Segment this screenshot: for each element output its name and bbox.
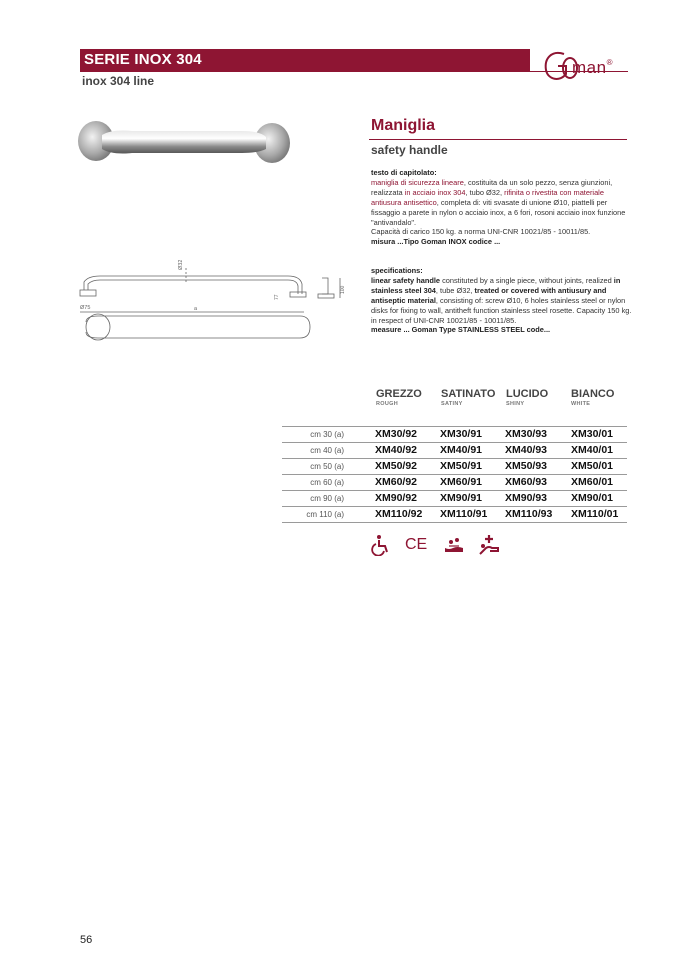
english-heading: specifications:	[371, 266, 423, 275]
table-cell: XM60/91	[440, 476, 483, 488]
italian-description	[371, 168, 633, 247]
product-photo	[72, 117, 294, 169]
italian-measure: misura ...Tipo Goman INOX codice ...	[371, 237, 501, 247]
table-cell: XM110/01	[571, 508, 619, 520]
table-cell: XM30/93	[505, 428, 548, 440]
dim-tube-label: Ø32	[178, 260, 184, 270]
table-cell: XM30/01	[571, 428, 614, 440]
italian-capacity: Capacità di carico 150 kg. a norma UNI-CNR 10021/85 - 10011/85.	[371, 227, 591, 237]
technical-drawing	[78, 260, 348, 342]
table-divider	[282, 426, 627, 427]
english-paragraph: linear safety handle constituted by a single piece, without joints, realized in stainless steel 304, tube Ø32, treated or covered with antiusury and antiseptic material, consisting of: screw Ø10, 6 holes stainless steel or nylon disks for fixing to wall, antitheft function stainless steel rosette. Capacity 150 kg. in respect of UNI-CNR 10021/85 - 10011/85.	[371, 275, 632, 325]
dim-rosette-label: Ø75	[80, 305, 91, 311]
table-cell: XM110/92	[375, 508, 423, 520]
registered-mark: ®	[606, 58, 613, 67]
table-divider	[282, 490, 627, 491]
medical-care-icon	[478, 534, 500, 556]
wheelchair-icon	[370, 534, 392, 556]
col-header-satinato: SATINATO SATINY	[441, 388, 496, 407]
col-header-lucido: LUCIDO SHINY	[506, 388, 549, 407]
col-header-bianco: BIANCO WHITE	[571, 388, 615, 407]
table-cell: XM110/91	[440, 508, 488, 520]
table-cell: XM90/91	[440, 492, 483, 504]
table-cell: XM30/92	[375, 428, 418, 440]
table-cell: XM50/91	[440, 460, 483, 472]
table-divider	[282, 458, 627, 459]
antibacterial-icon	[443, 534, 465, 556]
product-title: Maniglia	[371, 117, 436, 134]
table-cell: XM60/92	[375, 476, 418, 488]
table-cell: XM90/01	[571, 492, 614, 504]
table-divider	[282, 506, 627, 507]
table-cell: XM40/01	[571, 444, 614, 456]
dim-depth-label: 77	[274, 294, 280, 300]
table-cell: XM50/01	[571, 460, 614, 472]
row-label: cm 30 (a)	[310, 430, 344, 439]
dim-length-label: a	[194, 306, 198, 312]
row-label: cm 60 (a)	[310, 478, 344, 487]
table-cell: XM50/93	[505, 460, 548, 472]
english-measure: measure ... Goman Type STAINLESS STEEL code...	[371, 325, 551, 335]
row-label: cm 40 (a)	[310, 446, 344, 455]
table-divider	[282, 522, 627, 523]
table-cell: XM40/93	[505, 444, 548, 456]
series-title: SERIE INOX 304	[84, 51, 202, 68]
title-divider	[369, 139, 627, 140]
table-cell: XM110/93	[505, 508, 553, 520]
row-label: cm 90 (a)	[310, 494, 344, 503]
ce-mark-icon: CE	[405, 536, 428, 553]
table-cell: XM90/92	[375, 492, 418, 504]
table-cell: XM50/92	[375, 460, 418, 472]
italian-paragraph: maniglia di sicurezza lineare, costituita da un solo pezzo, senza giunzioni, realizzata in acciaio inox 304, tubo Ø32, rifinita o rivestita con materiale antiusura antisettico, completa di: viti svasate di unione Ø10, piattelli per fissaggio a parete in nylon o acciaio inox, a 6 fori, rosoni acciaio inox funzione "antivandalo".	[371, 177, 626, 227]
italian-heading: testo di capitolato:	[371, 168, 437, 177]
table-cell: XM40/91	[440, 444, 483, 456]
page-number: 56	[80, 934, 93, 946]
table-cell: XM30/91	[440, 428, 483, 440]
product-subtitle: safety handle	[371, 143, 448, 157]
row-label: cm 110 (a)	[306, 510, 344, 519]
table-cell: XM40/92	[375, 444, 418, 456]
table-divider	[282, 442, 627, 443]
table-cell: XM60/01	[571, 476, 614, 488]
dim-height-label: 100	[340, 285, 346, 294]
table-divider	[282, 474, 627, 475]
table-cell: XM90/93	[505, 492, 548, 504]
series-subtitle: inox 304 line	[82, 74, 155, 88]
row-label: cm 50 (a)	[310, 462, 344, 471]
table-cell: XM60/93	[505, 476, 548, 488]
english-description	[371, 266, 633, 335]
col-header-grezzo: GREZZO ROUGH	[376, 388, 422, 407]
logo-wordmark: man®	[572, 58, 613, 77]
